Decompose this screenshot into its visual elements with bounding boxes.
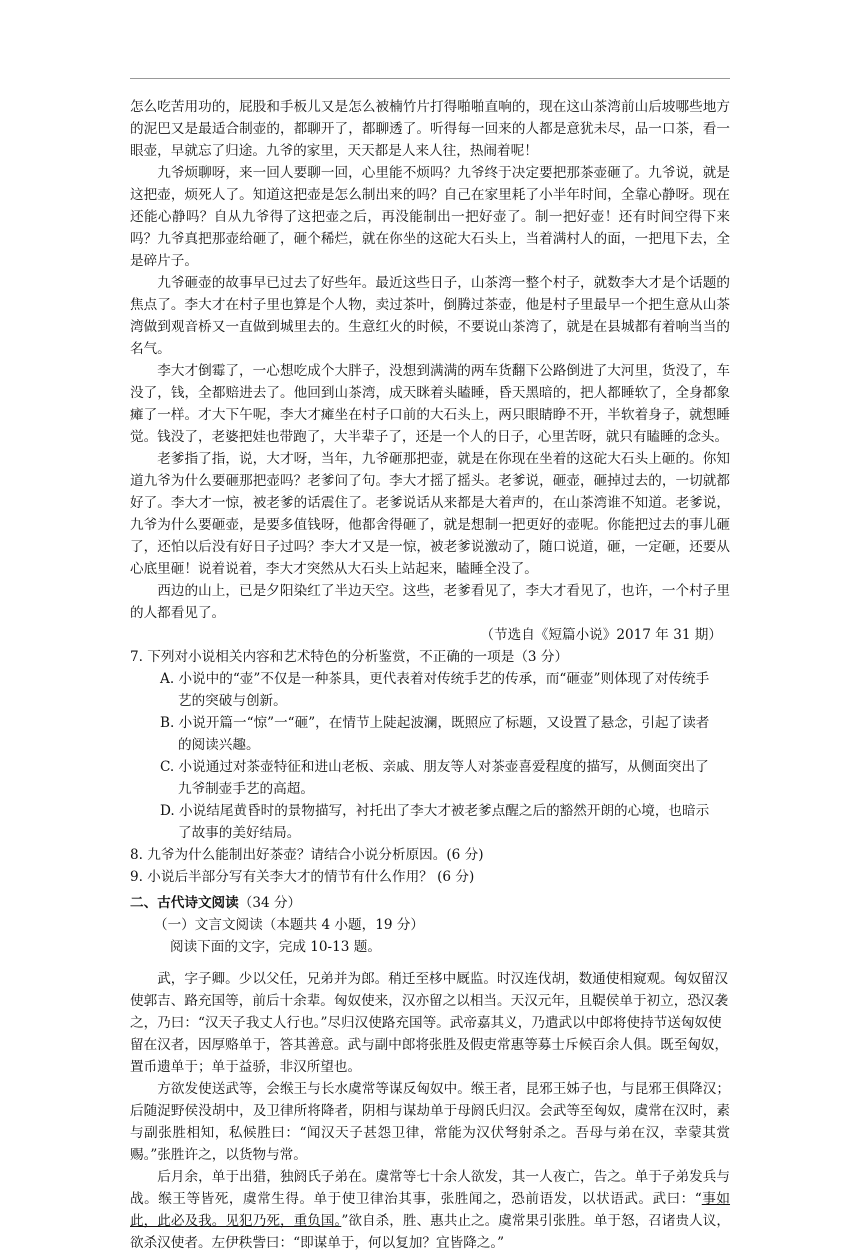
option-d: D. 小说结尾黄昏时的景物描写，衬托出了李大才被老爹点醒之后的豁然开朗的心境，也暗示了故事的美好结局。 [160, 803, 710, 841]
header-rule [130, 78, 730, 79]
section-2-subheading: （一）文言文阅读（本题共 4 小题，19 分） [154, 917, 425, 933]
story-source: （节选自《短篇小说》2017 年 31 期） [480, 627, 722, 643]
section-2-instruction: 阅读下面的文字，完成 10-13 题。 [170, 939, 381, 955]
classical-p3-lead: 后月余，单于出猎，独阏氏子弟在。虞常等七十余人欲发，其一人夜亡，告之。单于子弟发兵与战。缑王等皆死，虞常生得。单于使卫律治其事，张胜闻之，恐前语发，以状语武。武曰：“ [130, 1169, 730, 1207]
section-2-title: 二、古代诗文阅读 [130, 895, 239, 911]
classical-paragraph-1: 武，字子卿。少以父任，兄弟并为郎。稍迁至栘中厩监。时汉连伐胡，数通使相窥观。匈奴留汉使郭吉、路充国等，前后十余辈。匈奴使来，汉亦留之以相当。天汉元年，且鞮侯单于初立，恐汉袭之，乃曰：“汉天子我丈人行也。”尽归汉使路充国等。武帝嘉其义，乃遣武以中郎将使持节送匈奴使留在汉者，因厚赂单于，答其善意。武与副中郎将张胜及假吏常惠等募士斥候百余人俱。既至匈奴，置币遗单于；单于益骄，非汉所望也。 [130, 971, 729, 1075]
story-paragraph-3: 九爷砸壶的故事早已过去了好些年。最近这些日子，山茶湾一整个村子，就数李大才是个话题的焦点了。李大才在村子里也算是个人物，卖过茶叶，倒腾过茶壶，他是村子里最早一个把生意从山茶湾做到观音桥又一直做到城里去的。生意红火的时候，不要说山茶湾了，就是在县城都有着响当当的名气。 [130, 275, 730, 357]
question-8: 8. 九爷为什么能制出好茶壶？请结合小说分析原因。(6 分) [130, 847, 484, 863]
question-7: 7. 下列对小说相关内容和艺术特色的分析鉴赏，不正确的一项是（3 分） [130, 649, 569, 665]
option-c: C. 小说通过对茶壶特征和进山老板、亲戚、朋友等人对茶壶喜爱程度的描写，从侧面突出了九爷制壶手艺的高超。 [160, 759, 709, 797]
option-a: A. 小说中的“壶”不仅是一种茶具，更代表着对传统手艺的传承，而“砸壶”则体现了对传统手艺的突破与创新。 [160, 671, 710, 709]
classical-p3-tail: ”欲自杀，胜、惠共止之。虞常果引张胜。单于怒，召诸贵人议，欲杀汉使者。左伊秩訾曰：“即谋单于，何以复加？宜皆降之。” [130, 1213, 730, 1251]
story-paragraph-2: 九爷烦聊呀，来一回人要聊一回，心里能不烦吗？九爷终于决定要把那茶壶砸了。九爷说，就是这把壶，烦死人了。知道这把壶是怎么制出来的吗？自己在家里耗了小半年时间，全靠心静呀。现在还能心静吗？自从九爷得了这把壶之后，再没能制出一把好壶了。制一把好壶！还有时间空得下来吗？九爷真把那壶给砸了，砸个稀烂，就在你坐的这砣大石头上，当着满村人的面，一把甩下去，全是碎片子。 [130, 165, 730, 269]
underlined-sentence: 事如此，此必及我。见犯乃死，重负国。 [130, 1191, 731, 1229]
classical-paragraph-3 [130, 1166, 730, 1254]
story-paragraph-1: 怎么吃苦用功的，屁股和手板儿又是怎么被楠竹片打得啪啪直响的，现在这山茶湾前山后坡哪些地方的泥巴又是最适合制壶的，都聊开了，都聊透了。听得每一回来的人都是意犹未尽，品一口茶，看一眼壶，早就忘了归途。九爷的家里，天天都是人来人往，热闹着呢！ [130, 99, 730, 159]
section-2-heading [130, 892, 730, 914]
classical-paragraph-2: 方欲发使送武等，会缑王与长水虞常等谋反匈奴中。缑王者，昆邪王姊子也，与昆邪王俱降汉；后随浞野侯没胡中，及卫律所将降者，阴相与谋劫单于母阏氏归汉。会武等至匈奴，虞常在汉时，素与副张胜相知，私候胜曰：“闻汉天子甚怨卫律，常能为汉伏弩射杀之。吾母与弟在汉，幸蒙其赏赐。”张胜许之，以货物与常。 [130, 1081, 730, 1163]
question-9: 9. 小说后半部分写有关李大才的情节有什么作用？ (6 分) [130, 869, 475, 885]
story-paragraph-6: 西边的山上，已是夕阳染红了半边天空。这些，老爹看见了，李大才看见了，也许，一个村子里的人都看见了。 [130, 583, 730, 621]
document-page [130, 96, 730, 1254]
option-b: B. 小说开篇一“惊”一“砸”，在情节上陡起波澜，既照应了标题，又设置了悬念，引起了读者的阅读兴趣。 [160, 715, 710, 753]
section-2-score: （34 分） [238, 895, 302, 911]
story-paragraph-4: 李大才倒霉了，一心想吃成个大胖子，没想到满满的两车货翻下公路倒进了大河里，货没了，车没了，钱，全都赔进去了。他回到山茶湾，成天眯着头瞌睡，昏天黑暗的，把人都睡软了，全身都象瘫了一样。才大下午呢，李大才瘫坐在村子口前的大石头上，两只眼睛睁不开，半软着身子，就想睡觉。钱没了，老婆把娃也带跑了，大半辈子了，还是一个人的日子，心里苦呀，就只有瞌睡的念头。 [130, 363, 730, 445]
story-paragraph-5: 老爹指了指，说，大才呀，当年，九爷砸那把壶，就是在你现在坐着的这砣大石头上砸的。你知道九爷为什么要砸那把壶吗？老爹问了句。李大才摇了摇头。老爹说，砸壶，砸掉过去的，一切就都好了。李大才一惊，被老爹的话震住了。老爹说话从来都是大着声的，在山茶湾谁不知道。老爹说，九爷为什么要砸壶，是要多值钱呀，他都舍得砸了，就是想制一把更好的壶呢。你能把过去的事儿砸了，还怕以后没有好日子过吗？李大才又是一惊，被老爹说激动了，随口说道，砸，一定砸，还要从心底里砸！说着说着，李大才突然从大石头上站起来，瞌睡全没了。 [130, 451, 730, 577]
